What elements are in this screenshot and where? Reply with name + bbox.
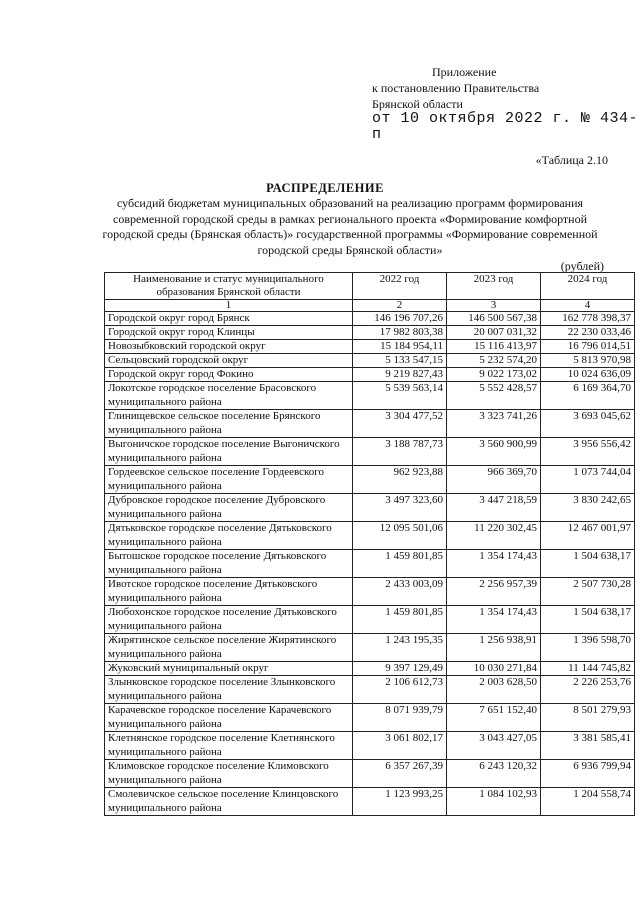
cell-2024: 6 936 799,94	[541, 760, 635, 788]
resolution-date: от 10 октября 2022 г. № 434-п	[372, 110, 639, 143]
cell-2022: 2 433 003,09	[353, 578, 447, 606]
cell-2023: 9 022 173,02	[447, 368, 541, 382]
cell-2023: 3 323 741,26	[447, 410, 541, 438]
cell-2023: 7 651 152,40	[447, 704, 541, 732]
cell-2023: 6 243 120,32	[447, 760, 541, 788]
cell-2022: 3 061 802,17	[353, 732, 447, 760]
cell-2024: 22 230 033,46	[541, 326, 635, 340]
cell-2024: 8 501 279,93	[541, 704, 635, 732]
cell-2023: 2 003 628,50	[447, 676, 541, 704]
header-name: Наименование и статус муниципального образования Брянской области	[105, 273, 353, 300]
cell-2023: 5 232 574,20	[447, 354, 541, 368]
table-row	[105, 438, 635, 466]
table-row	[105, 634, 635, 662]
appendix-label: Приложение	[432, 65, 497, 79]
table-row	[105, 312, 635, 326]
table-row	[105, 354, 635, 368]
cell-2023: 146 500 567,38	[447, 312, 541, 326]
cell-2022: 1 243 195,35	[353, 634, 447, 662]
cell-2022: 12 095 501,06	[353, 522, 447, 550]
cell-name: Дятьковское городское поселение Дятьковского муниципального района	[105, 522, 353, 550]
document-title: РАСПРЕДЕЛЕНИЕ	[266, 181, 384, 195]
cell-name: Климовское городское поселение Климовского муниципального района	[105, 760, 353, 788]
table-row	[105, 662, 635, 676]
cell-2022: 17 982 803,38	[353, 326, 447, 340]
cell-2024: 1 504 638,17	[541, 550, 635, 578]
cell-2022: 1 123 993,25	[353, 788, 447, 816]
col-num-1: 1	[105, 300, 353, 312]
table-row	[105, 410, 635, 438]
document-header	[372, 64, 640, 143]
cell-name: Ивотское городское поселение Дятьковского муниципального района	[105, 578, 353, 606]
cell-name: Смолевичское сельское поселение Клинцовского муниципального района	[105, 788, 353, 816]
table-row	[105, 368, 635, 382]
cell-2023: 3 043 427,05	[447, 732, 541, 760]
cell-name: Жуковский муниципальный округ	[105, 662, 353, 676]
table-row	[105, 606, 635, 634]
cell-name: Выгоничское городское поселение Выгоничского муниципального района	[105, 438, 353, 466]
subsidy-table	[104, 272, 635, 816]
cell-2023: 10 030 271,84	[447, 662, 541, 676]
cell-2022: 6 357 267,39	[353, 760, 447, 788]
resolution-ref: к постановлению Правительства	[372, 81, 540, 95]
cell-2023: 966 369,70	[447, 466, 541, 494]
cell-2022: 3 497 323,60	[353, 494, 447, 522]
cell-name: Новозыбковский городской округ	[105, 340, 353, 354]
cell-2022: 8 071 939,79	[353, 704, 447, 732]
cell-name: Городской округ город Клинцы	[105, 326, 353, 340]
cell-2024: 16 796 014,51	[541, 340, 635, 354]
table-row	[105, 732, 635, 760]
cell-name: Любохонское городское поселение Дятьковского муниципального района	[105, 606, 353, 634]
units-label: (рублей)	[560, 259, 604, 273]
cell-2022: 9 219 827,43	[353, 368, 447, 382]
cell-name: Дубровское городское поселение Дубровского муниципального района	[105, 494, 353, 522]
cell-2022: 3 188 787,73	[353, 438, 447, 466]
cell-2024: 3 830 242,65	[541, 494, 635, 522]
cell-2022: 15 184 954,11	[353, 340, 447, 354]
cell-2024: 1 504 638,17	[541, 606, 635, 634]
cell-name: Глинищевское сельское поселение Брянского муниципального района	[105, 410, 353, 438]
cell-2023: 5 552 428,57	[447, 382, 541, 410]
table-row	[105, 676, 635, 704]
cell-2023: 1 256 938,91	[447, 634, 541, 662]
cell-name: Городской округ город Брянск	[105, 312, 353, 326]
region-name: Брянской области	[372, 97, 463, 111]
cell-2022: 1 459 801,85	[353, 606, 447, 634]
col-num-3: 3	[447, 300, 541, 312]
cell-2024: 1 396 598,70	[541, 634, 635, 662]
cell-2024: 3 956 556,42	[541, 438, 635, 466]
cell-2023: 1 084 102,93	[447, 788, 541, 816]
cell-2022: 2 106 612,73	[353, 676, 447, 704]
cell-2022: 146 196 707,26	[353, 312, 447, 326]
cell-2023: 3 560 900,99	[447, 438, 541, 466]
table-row	[105, 466, 635, 494]
col-num-2: 2	[353, 300, 447, 312]
cell-2024: 3 381 585,41	[541, 732, 635, 760]
column-number-row	[105, 300, 635, 312]
cell-2024: 6 169 364,70	[541, 382, 635, 410]
cell-2024: 2 507 730,28	[541, 578, 635, 606]
table-row	[105, 788, 635, 816]
header-2024: 2024 год	[541, 273, 635, 300]
cell-2024: 2 226 253,76	[541, 676, 635, 704]
cell-2022: 3 304 477,52	[353, 410, 447, 438]
document-subtitle: субсидий бюджетам муниципальных образований на реализацию программ формирования современной городской среды в рамках регионального проекта «Формирование комфортной городской среды (Брянская область)» государственной программы «Формирование современной городской среды Брянской области»	[102, 196, 598, 257]
cell-2024: 3 693 045,62	[541, 410, 635, 438]
cell-2022: 1 459 801,85	[353, 550, 447, 578]
table-row	[105, 578, 635, 606]
cell-name: Бытошское городское поселение Дятьковского муниципального района	[105, 550, 353, 578]
cell-2022: 5 133 547,15	[353, 354, 447, 368]
cell-name: Городской округ город Фокино	[105, 368, 353, 382]
table-row	[105, 704, 635, 732]
cell-2024: 5 813 970,98	[541, 354, 635, 368]
table-row	[105, 494, 635, 522]
cell-2024: 1 073 744,04	[541, 466, 635, 494]
cell-2024: 12 467 001,97	[541, 522, 635, 550]
table-row	[105, 340, 635, 354]
cell-name: Локотское городское поселение Брасовского муниципального района	[105, 382, 353, 410]
table-row	[105, 522, 635, 550]
cell-2023: 1 354 174,43	[447, 606, 541, 634]
table-body	[105, 312, 635, 816]
table-header-row	[105, 273, 635, 300]
cell-2023: 20 007 031,32	[447, 326, 541, 340]
cell-name: Злынковское городское поселение Злынковского муниципального района	[105, 676, 353, 704]
cell-2022: 9 397 129,49	[353, 662, 447, 676]
table-number: «Таблица 2.10	[535, 153, 608, 167]
header-2022: 2022 год	[353, 273, 447, 300]
cell-2023: 2 256 957,39	[447, 578, 541, 606]
header-2023: 2023 год	[447, 273, 541, 300]
cell-name: Сельцовский городской округ	[105, 354, 353, 368]
cell-2024: 1 204 558,74	[541, 788, 635, 816]
cell-name: Жирятинское сельское поселение Жирятинского муниципального района	[105, 634, 353, 662]
cell-2023: 3 447 218,59	[447, 494, 541, 522]
table-row	[105, 550, 635, 578]
table-row	[105, 326, 635, 340]
cell-2024: 10 024 636,09	[541, 368, 635, 382]
table-row	[105, 382, 635, 410]
cell-name: Гордеевское сельское поселение Гордеевского муниципального района	[105, 466, 353, 494]
cell-2024: 162 778 398,37	[541, 312, 635, 326]
cell-2023: 15 116 413,97	[447, 340, 541, 354]
cell-2023: 1 354 174,43	[447, 550, 541, 578]
cell-name: Клетнянское городское поселение Клетнянского муниципального района	[105, 732, 353, 760]
cell-2022: 962 923,88	[353, 466, 447, 494]
cell-2023: 11 220 302,45	[447, 522, 541, 550]
cell-name: Карачевское городское поселение Карачевского муниципального района	[105, 704, 353, 732]
cell-2022: 5 539 563,14	[353, 382, 447, 410]
table-row	[105, 760, 635, 788]
col-num-4: 4	[541, 300, 635, 312]
cell-2024: 11 144 745,82	[541, 662, 635, 676]
